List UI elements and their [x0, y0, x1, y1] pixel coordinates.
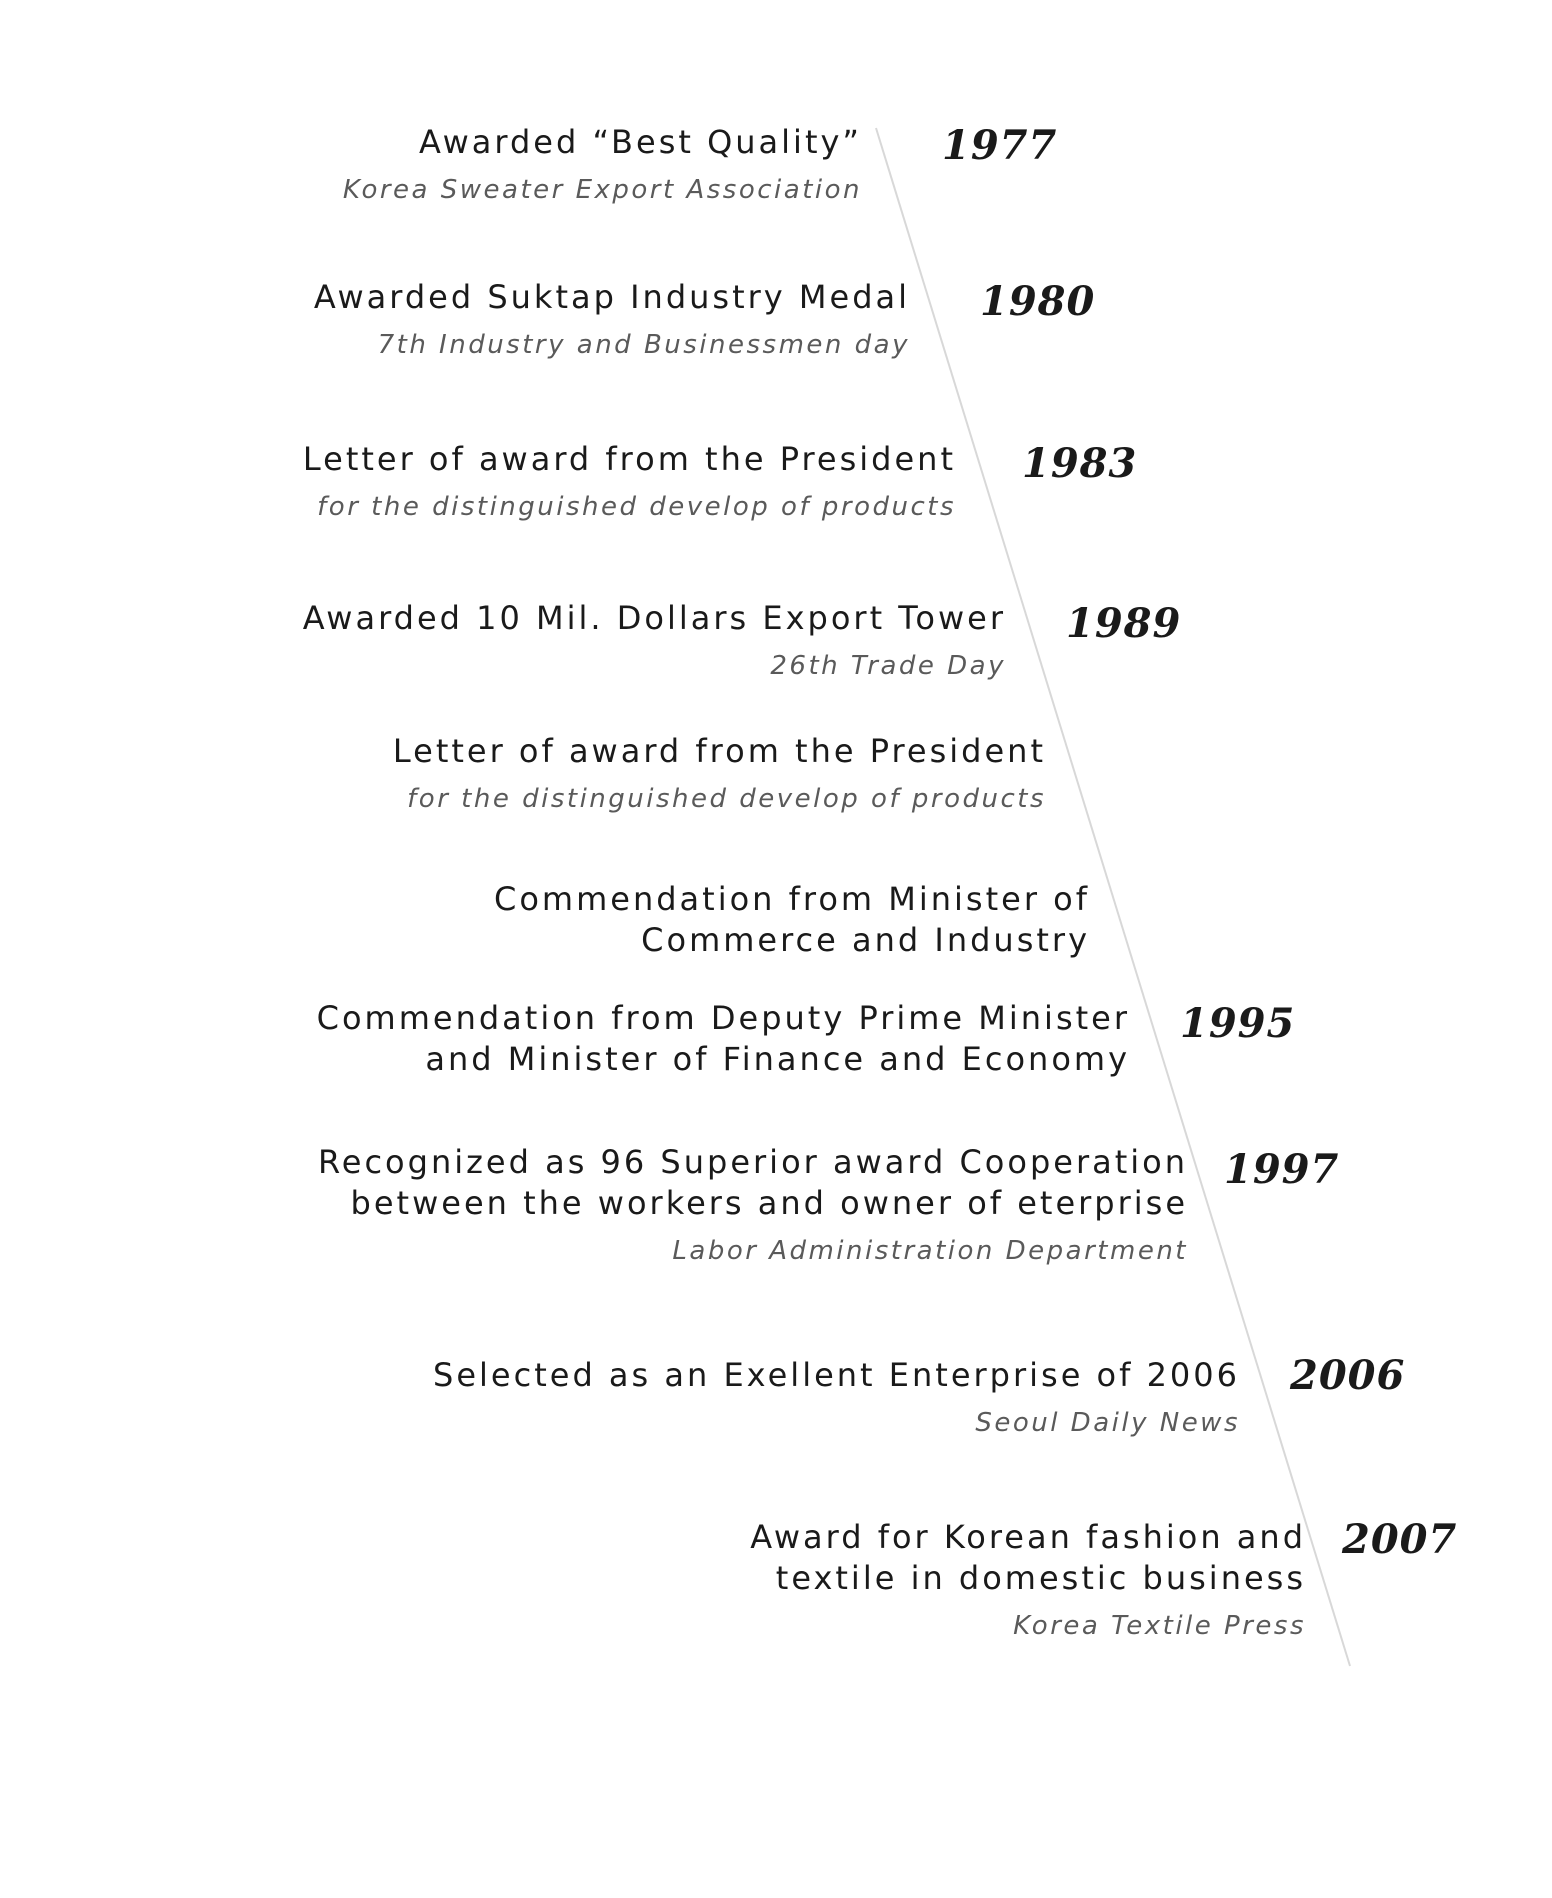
award-title: textile in domestic business	[775, 1559, 1306, 1597]
timeline-entry	[494, 879, 1090, 961]
award-title: between the workers and owner of eterprise	[350, 1184, 1188, 1222]
award-title: Recognized as 96 Superior award Cooperation	[317, 1143, 1188, 1181]
award-title: Letter of award from the President	[302, 440, 956, 478]
award-year: 1995	[1180, 1000, 1296, 1047]
award-year: 1983	[1022, 440, 1138, 487]
timeline-entry	[750, 1517, 1306, 1643]
award-title: Commendation from Minister of	[493, 880, 1090, 918]
award-title: Selected as an Exellent Enterprise of 2006	[433, 1356, 1240, 1394]
timeline-entry	[303, 598, 1006, 683]
award-issuer: Korea Sweater Export Association	[342, 175, 862, 205]
award-title: Letter of award from the President	[392, 732, 1046, 770]
award-year: 2006	[1290, 1352, 1406, 1399]
award-title: Award for Korean fashion and	[750, 1518, 1306, 1556]
timeline-entry	[433, 1355, 1240, 1440]
award-issuer: 26th Trade Day	[770, 651, 1006, 681]
timeline-entry	[393, 731, 1046, 816]
award-issuer: for the distinguished develop of products	[317, 492, 956, 522]
award-year: 1989	[1066, 600, 1182, 647]
award-title: Commendation from Deputy Prime Minister	[316, 999, 1130, 1037]
award-year: 1997	[1224, 1146, 1340, 1193]
timeline-entry	[314, 277, 910, 362]
award-issuer: for the distinguished develop of products	[407, 784, 1046, 814]
award-issuer: 7th Industry and Businessmen day	[377, 330, 910, 360]
timeline-entry	[343, 122, 862, 207]
timeline-entry	[303, 439, 956, 524]
award-year: 1980	[980, 278, 1096, 325]
award-title: Commerce and Industry	[641, 921, 1090, 959]
award-year: 1977	[942, 122, 1058, 169]
award-title: and Minister of Finance and Economy	[425, 1040, 1130, 1078]
timeline-entry	[318, 1142, 1188, 1268]
award-title: Awarded “Best Quality”	[419, 123, 862, 161]
award-title: Awarded 10 Mil. Dollars Export Tower	[302, 599, 1006, 637]
award-issuer: Korea Textile Press	[1013, 1611, 1306, 1641]
award-issuer: Labor Administration Department	[672, 1236, 1188, 1266]
award-year: 2007	[1342, 1516, 1458, 1563]
award-title: Awarded Suktap Industry Medal	[313, 278, 910, 316]
award-issuer: Seoul Daily News	[975, 1408, 1240, 1438]
timeline-entry	[317, 998, 1130, 1080]
